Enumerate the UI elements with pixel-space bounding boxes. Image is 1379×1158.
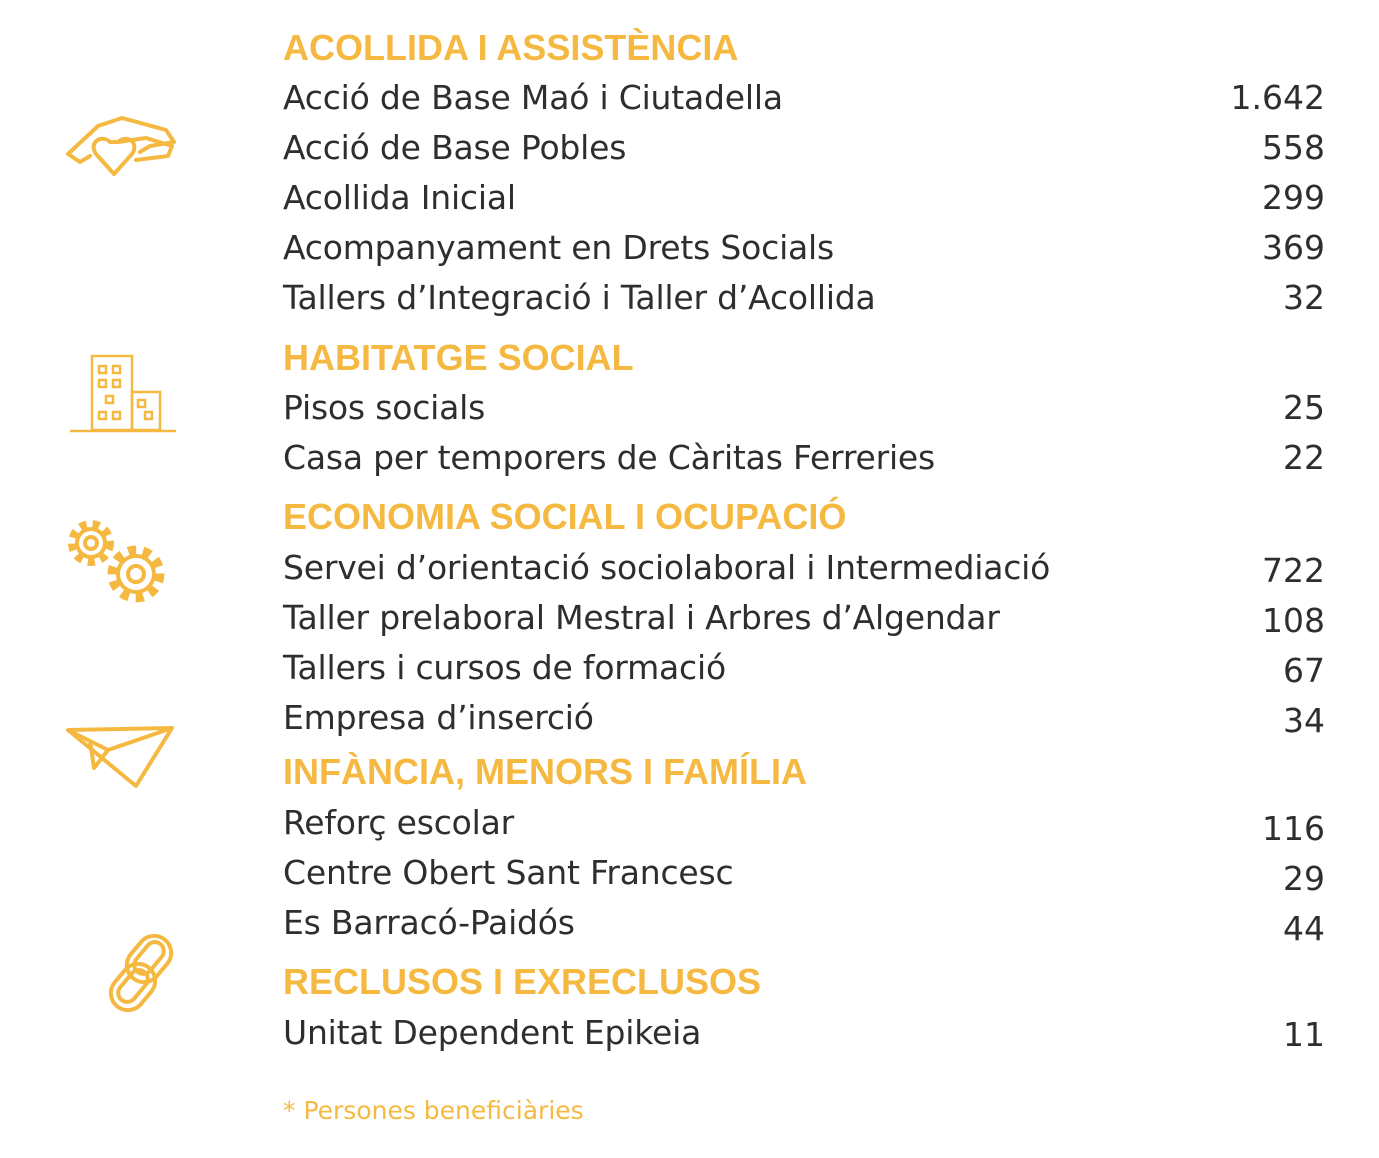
list-item [283, 646, 1325, 690]
item-value: 29 [1283, 859, 1325, 898]
chain-links-icon [102, 930, 184, 1016]
item-label: Empresa d’inserció [283, 698, 594, 737]
list-item [283, 176, 1325, 220]
item-label: Acció de Base Pobles [283, 128, 627, 167]
section-title-economia: ECONOMIA SOCIAL I OCUPACIÓ [283, 496, 847, 537]
item-label: Reforç escolar [283, 803, 515, 842]
list-item [283, 1011, 1325, 1055]
item-label: Taller prelaboral Mestral i Arbres d’Algendar [283, 598, 1000, 637]
hand-heart-icon [64, 112, 180, 194]
item-value: 34 [1283, 701, 1325, 740]
item-value: 67 [1283, 651, 1325, 690]
item-value: 32 [1283, 278, 1325, 317]
gears-icon [66, 518, 172, 604]
list-item [283, 696, 1325, 740]
list-item [283, 76, 1325, 120]
item-value: 22 [1283, 438, 1325, 477]
item-label: Unitat Dependent Epikeia [283, 1013, 702, 1052]
item-label: Acompanyament en Drets Socials [283, 228, 835, 267]
item-value: 722 [1262, 551, 1325, 590]
item-label: Acció de Base Maó i Ciutadella [283, 78, 783, 117]
section-title-acollida: ACOLLIDA I ASSISTÈNCIA [283, 27, 739, 68]
item-label: Pisos socials [283, 388, 486, 427]
paper-plane-icon [64, 722, 176, 792]
list-item [283, 851, 1325, 898]
item-label: Centre Obert Sant Francesc [283, 853, 734, 892]
item-value: 299 [1262, 178, 1325, 217]
section-title-reclusos: RECLUSOS I EXRECLUSOS [283, 961, 762, 1002]
list-item [283, 126, 1325, 170]
section-title-habitatge: HABITATGE SOCIAL [283, 337, 634, 378]
footnote: * Persones beneficiàries [283, 1096, 584, 1125]
list-item [283, 276, 1325, 320]
item-label: Tallers i cursos de formació [283, 648, 726, 687]
list-item [283, 801, 1325, 848]
item-value: 1.642 [1230, 78, 1325, 117]
item-value: 11 [1283, 1015, 1325, 1054]
item-label: Servei d’orientació sociolaboral i Intermediació [283, 548, 1051, 587]
item-label: Casa per temporers de Càritas Ferreries [283, 438, 936, 477]
item-label: Acollida Inicial [283, 178, 516, 217]
list-item [283, 546, 1325, 590]
list-item [283, 226, 1325, 270]
item-label: Es Barracó-Paidós [283, 903, 575, 942]
section-title-infancia: INFÀNCIA, MENORS I FAMÍLIA [283, 751, 807, 792]
list-item [283, 436, 1325, 480]
item-value: 25 [1283, 388, 1325, 427]
item-label: Tallers d’Integració i Taller d’Acollida [283, 278, 876, 317]
item-value: 44 [1283, 909, 1325, 948]
list-item [283, 901, 1325, 948]
item-value: 558 [1262, 128, 1325, 167]
list-item [283, 596, 1325, 640]
item-value: 108 [1262, 601, 1325, 640]
buildings-icon [66, 352, 180, 436]
list-item [283, 386, 1325, 430]
item-value: 116 [1262, 809, 1325, 848]
item-value: 369 [1262, 228, 1325, 267]
